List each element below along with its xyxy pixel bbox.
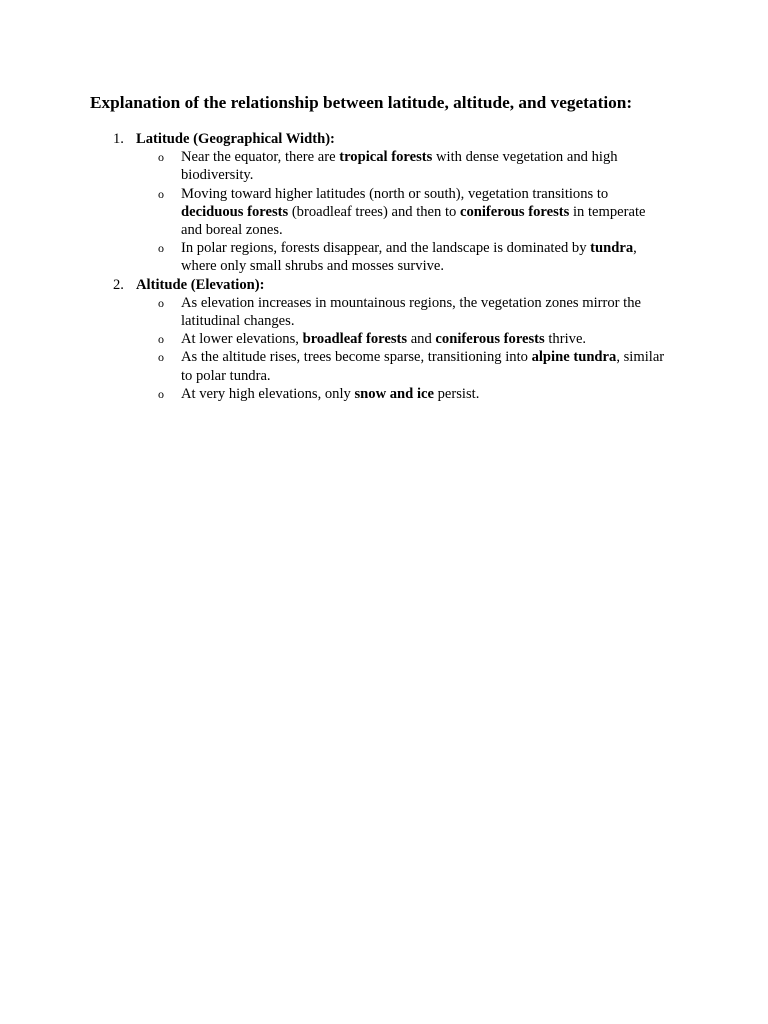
bullet-marker-icon: o bbox=[158, 386, 164, 401]
numbered-section-list bbox=[0, 130, 768, 403]
bold-term: tropical forests bbox=[339, 149, 433, 166]
section-number: 1. bbox=[113, 131, 124, 147]
bullet-text: Moving toward higher latitudes (north or south), vegetation transitions to bbox=[181, 185, 609, 202]
section-item bbox=[0, 276, 768, 403]
bullet-item bbox=[158, 348, 665, 384]
bullet-item bbox=[158, 330, 665, 348]
bullet-item bbox=[158, 185, 665, 240]
bold-term: coniferous forests bbox=[459, 203, 570, 220]
bullet-text: , similar to polar tundra. bbox=[181, 349, 665, 384]
bullet-text: in temperate and boreal zones. bbox=[181, 203, 646, 239]
bullet-text: At very high elevations, only bbox=[181, 385, 355, 402]
bullet-list bbox=[0, 148, 768, 275]
section-number: 2. bbox=[113, 276, 124, 293]
section-item bbox=[0, 130, 768, 276]
bullet-text: and bbox=[407, 331, 436, 348]
bold-term: broadleaf forests bbox=[302, 331, 408, 348]
bullet-marker-icon: o bbox=[158, 241, 164, 256]
bullet-list bbox=[0, 294, 768, 403]
bullet-text: Near the equator, there are bbox=[181, 149, 340, 166]
bullet-text: As elevation increases in mountainous regions, the vegetation zones mirror the latitudinal changes. bbox=[181, 294, 641, 330]
bullet-text: As the altitude rises, trees become sparse, transitioning into bbox=[181, 349, 532, 366]
bold-term: snow and ice bbox=[354, 385, 434, 402]
bullet-text: persist. bbox=[433, 385, 480, 402]
document-heading: Explanation of the relationship between latitude, altitude, and vegetation: bbox=[90, 93, 633, 112]
bullet-text: At lower elevations, bbox=[181, 331, 303, 348]
bullet-text: thrive. bbox=[544, 331, 587, 348]
bold-term: alpine tundra bbox=[531, 349, 617, 366]
bullet-item bbox=[158, 148, 665, 184]
bullet-marker-icon: o bbox=[158, 150, 164, 165]
bullet-text: In polar regions, forests disappear, and the landscape is dominated by bbox=[181, 240, 591, 257]
section-title: Latitude (Geographical Width): bbox=[136, 131, 335, 147]
bullet-item bbox=[158, 294, 665, 330]
bullet-marker-icon: o bbox=[158, 350, 164, 365]
bullet-marker-icon: o bbox=[158, 332, 164, 347]
bullet-text: (broadleaf trees) and then to bbox=[288, 203, 460, 220]
bullet-text: with dense vegetation and high biodiversity. bbox=[181, 149, 618, 184]
bold-term: coniferous forests bbox=[435, 331, 545, 348]
bullet-marker-icon: o bbox=[158, 186, 164, 201]
bullet-text: , where only small shrubs and mosses survive. bbox=[181, 240, 637, 275]
bold-term: deciduous forests bbox=[181, 203, 289, 220]
section-title: Altitude (Elevation): bbox=[136, 276, 265, 293]
bullet-marker-icon: o bbox=[158, 295, 164, 310]
bold-term: tundra bbox=[590, 240, 634, 257]
bullet-item bbox=[158, 239, 665, 275]
bullet-item bbox=[158, 385, 665, 403]
